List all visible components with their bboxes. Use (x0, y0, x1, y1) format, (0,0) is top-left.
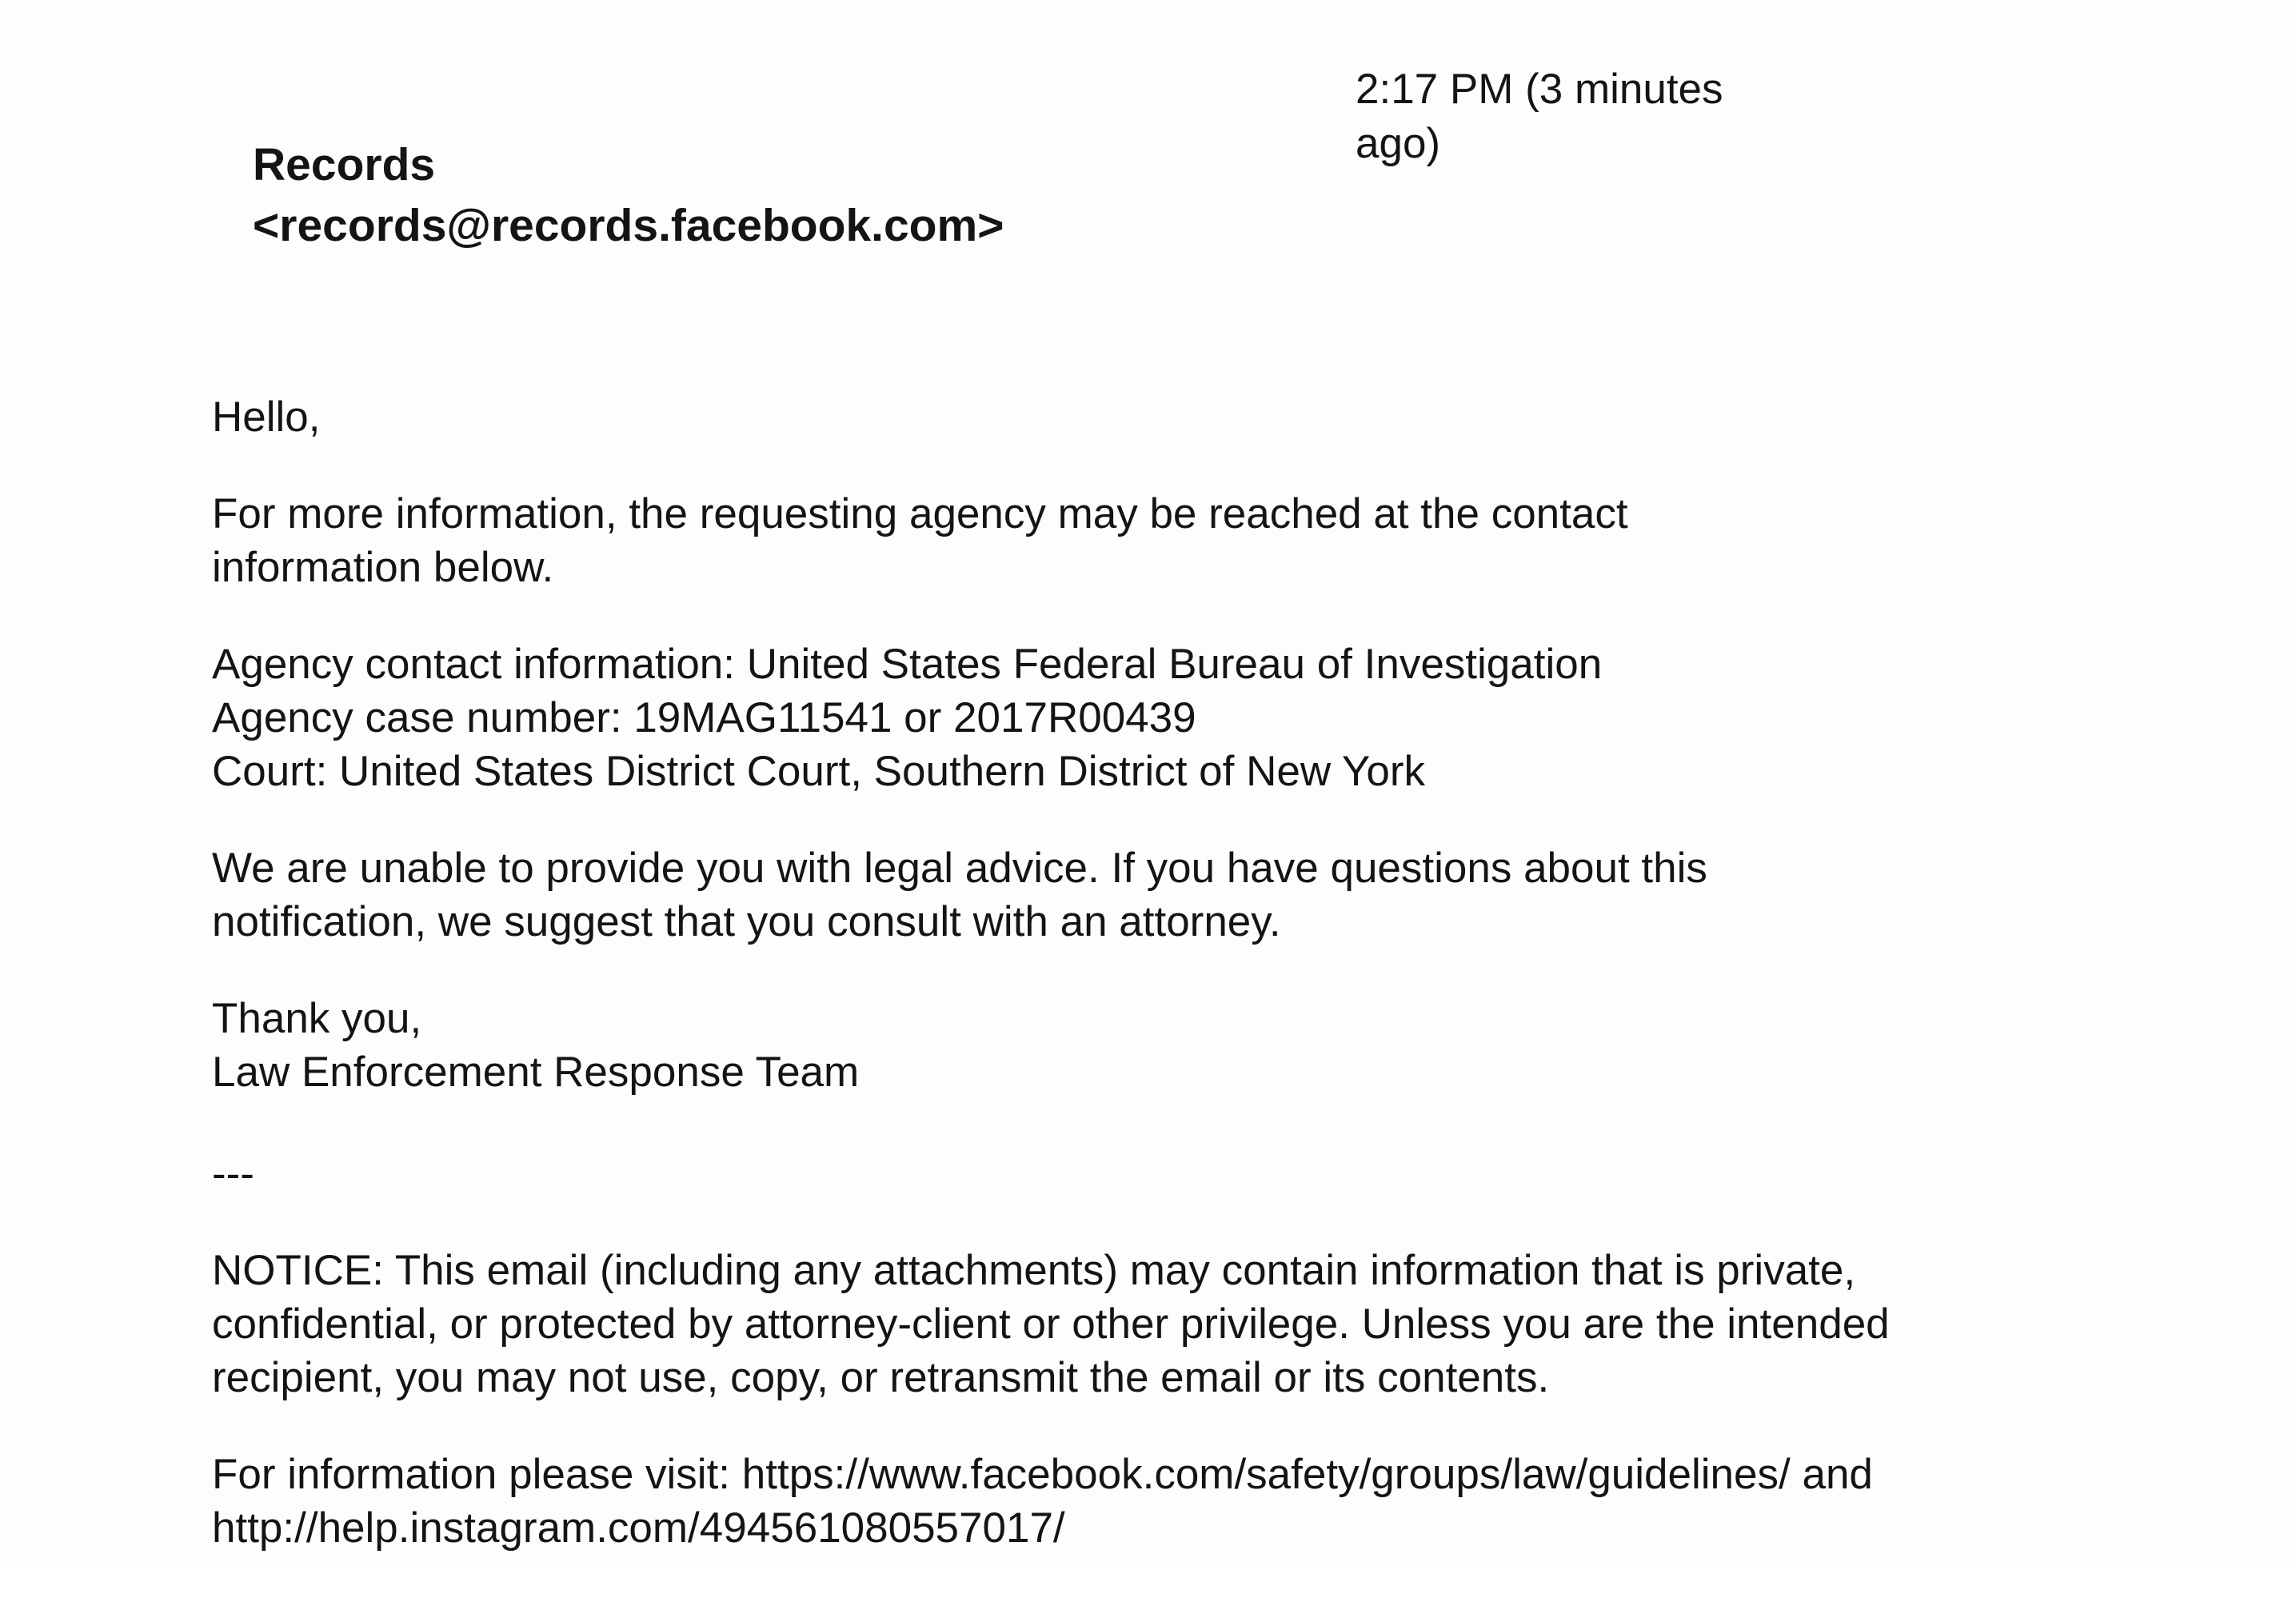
email-timestamp: 2:17 PM (3 minutes ago) (1356, 66, 1723, 167)
info-paragraph (212, 1448, 1931, 1555)
sender-address: <records@records.facebook.com> (253, 200, 1004, 251)
sender-name: Records (253, 139, 436, 190)
agency-contact: Agency contact information: United States Federal Bureau of Investigation (212, 641, 1603, 688)
legal-advice-paragraph: We are unable to provide you with legal advice. If you have questions about this notification, we suggest that you consult with an attorney. (212, 845, 1707, 945)
closing-block (212, 992, 1931, 1099)
court: Court: United States District Court, Southern District of New York (212, 748, 1425, 795)
intro-paragraph: For more information, the requesting agency may be reached at the contact information below. (212, 490, 1628, 591)
greeting: Hello, (212, 394, 321, 441)
notice-paragraph: NOTICE: This email (including any attachments) may contain information that is private, confidential, or protected by attorney-client or other privilege. Unless you are the intended recipient, you may not use, copy, or retransmit the email or its contents. (212, 1247, 1890, 1401)
email-sender (253, 134, 1004, 256)
info-and: and (1802, 1451, 1873, 1498)
instagram-help-link[interactable]: http://help.instagram.com/494561080557017/ (212, 1504, 1065, 1552)
separator: --- (212, 1150, 254, 1197)
info-prefix: For information please visit: (212, 1451, 731, 1498)
signature: Law Enforcement Response Team (212, 1049, 860, 1096)
email-body (212, 390, 1931, 1598)
closing: Thank you, (212, 995, 422, 1042)
agency-case-number: Agency case number: 19MAG11541 or 2017R00439 (212, 694, 1196, 741)
agency-details (212, 637, 1931, 798)
facebook-guidelines-link[interactable]: https://www.facebook.com/safety/groups/law/guidelines/ (741, 1451, 1791, 1498)
